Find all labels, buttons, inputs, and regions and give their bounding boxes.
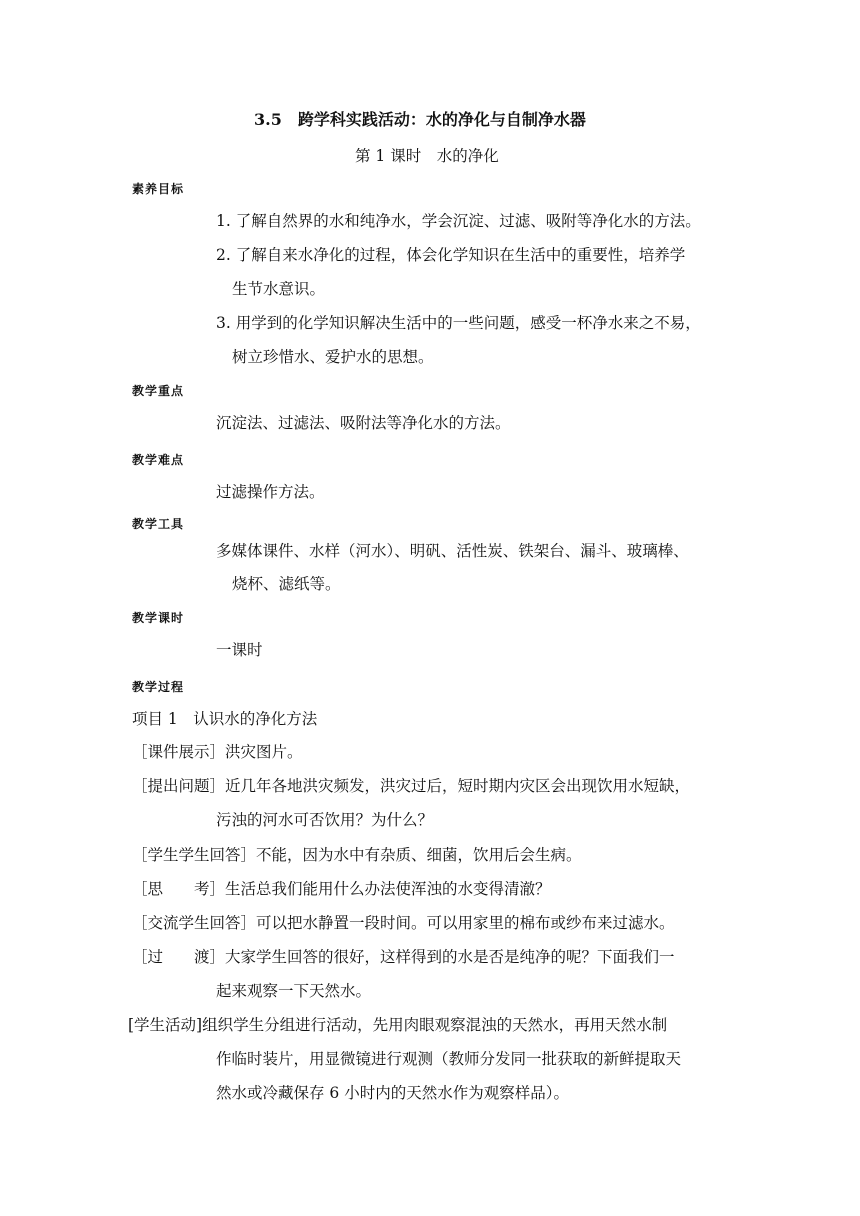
process-line: 作临时装片，用显微镜进行观测（教师分发同一批获取的新鲜提取天 [216, 1050, 682, 1068]
process-line: ［交流学生回答］可以把水静置一段时间。可以用家里的棉布或纱布来过滤水。 [132, 914, 675, 932]
process-line: ［学生学生回答］不能，因为水中有杂质、细菌，饮用后会生病。 [132, 846, 582, 864]
hours-heading: 教学课时 [132, 611, 185, 625]
objective-line: 生节水意识。 [232, 280, 326, 298]
tools-line: 烧杯、滤纸等。 [232, 575, 341, 593]
process-line: ［提出问题］近几年各地洪灾频发，洪灾过后，短时期内灾区会出现饮用水短缺， [132, 777, 691, 795]
difficulties-text: 过滤操作方法。 [216, 483, 325, 501]
key-points-text: 沉淀法、过滤法、吸附法等净化水的方法。 [216, 414, 511, 432]
objective-line: 树立珍惜水、爱护水的思想。 [232, 348, 434, 366]
objective-line: 3. 用学到的化学知识解决生活中的一些问题，感受一杯净水来之不易， [216, 314, 701, 332]
process-line: 起来观察一下天然水。 [216, 982, 372, 1000]
process-line: ［课件展示］洪灾图片。 [132, 743, 303, 761]
objective-line: 2. 了解自来水净化的过程，体会化学知识在生活中的重要性，培养学 [216, 246, 686, 264]
process-line: 然水或冷藏保存 6 小时内的天然水作为观察样品）。 [216, 1084, 569, 1102]
process-line: ［思 考］生活总我们能用什么办法使浑浊的水变得清澈？ [132, 880, 551, 898]
lesson-subtitle: 第 1 课时 水的净化 [355, 147, 499, 165]
page-title: 3.5 跨学科实践活动：水的净化与自制净水器 [254, 110, 586, 129]
tools-heading: 教学工具 [132, 517, 185, 531]
process-item-title: 项目 1 认识水的净化方法 [132, 710, 318, 728]
process-line: ［过 渡］大家学生回答的很好，这样得到的水是否是纯净的呢？下面我们一 [132, 948, 675, 966]
process-heading: 教学过程 [132, 680, 185, 694]
process-line: [学生活动]组织学生分组进行活动，先用肉眼观察混浊的天然水，再用天然水制 [128, 1016, 668, 1034]
key-points-heading: 教学重点 [132, 384, 185, 398]
tools-line: 多媒体课件、水样（河水）、明矾、活性炭、铁架台、漏斗、玻璃棒、 [216, 542, 689, 560]
hours-text: 一课时 [216, 641, 263, 659]
difficulties-heading: 教学难点 [132, 453, 185, 467]
objectives-heading: 素养目标 [132, 182, 185, 196]
objective-line: 1. 了解自然界的水和纯净水，学会沉淀、过滤、吸附等净化水的方法。 [216, 212, 701, 230]
process-line: 污浊的河水可否饮用？为什么？ [216, 811, 434, 829]
